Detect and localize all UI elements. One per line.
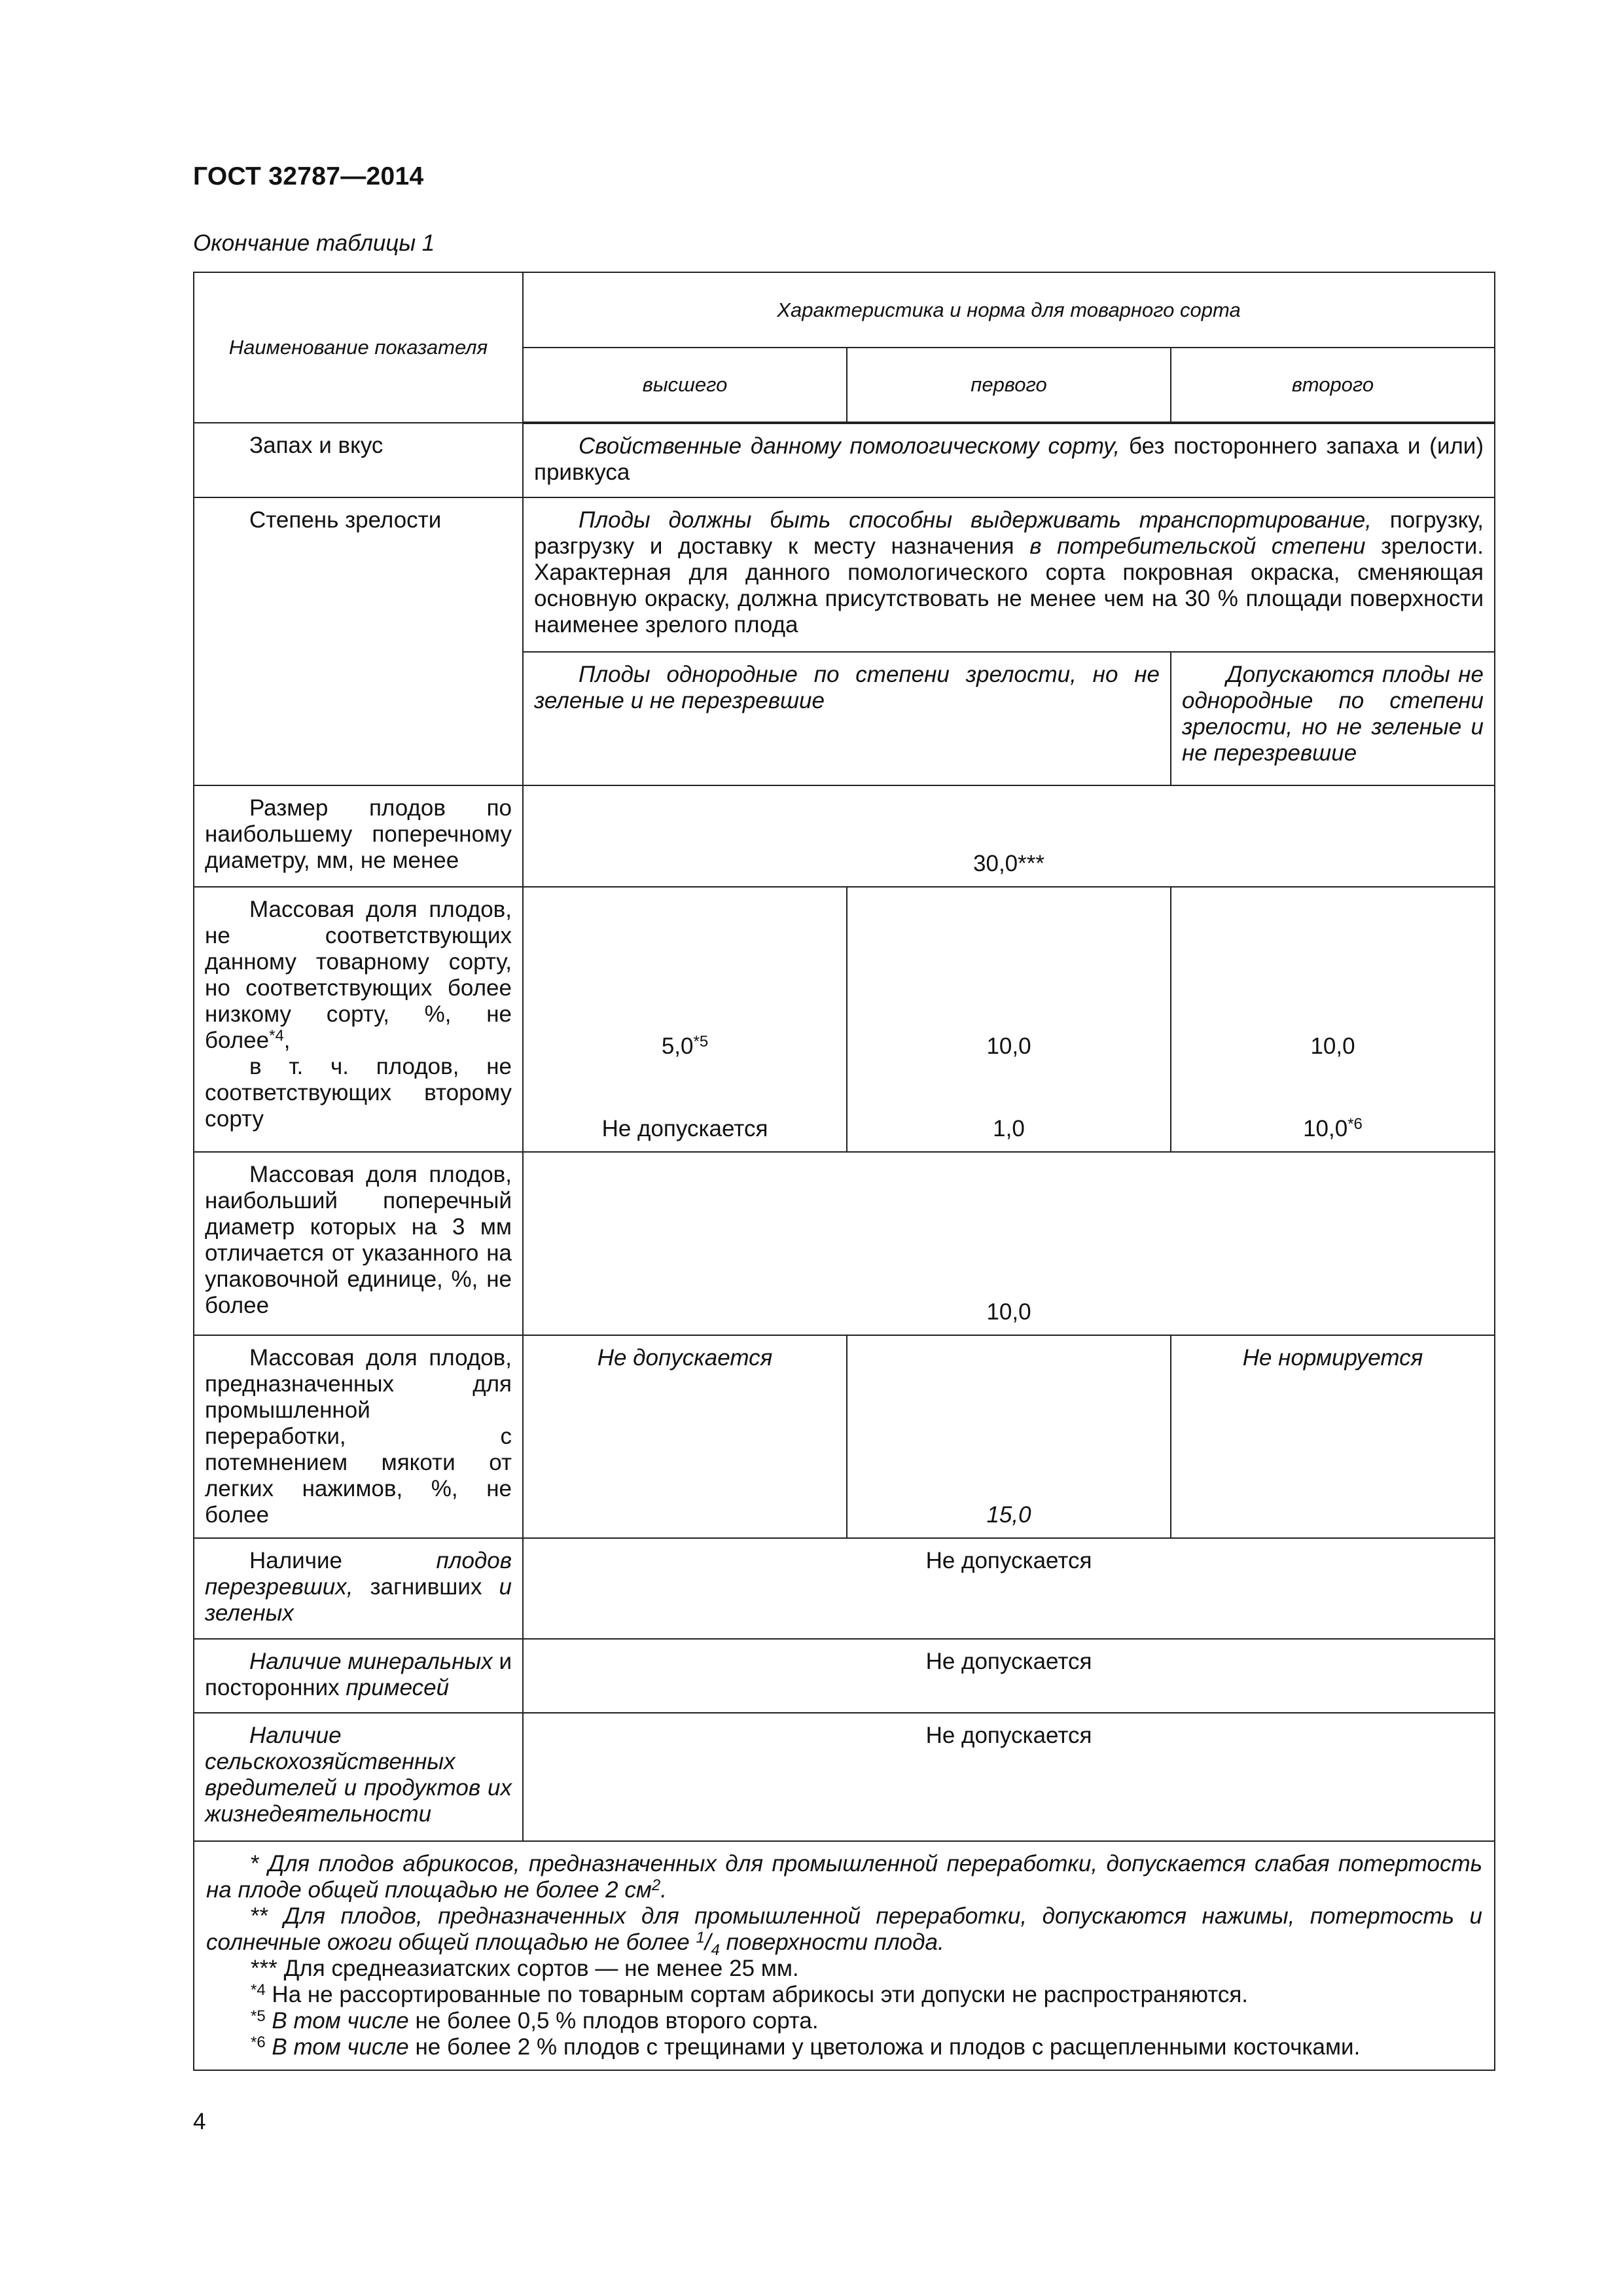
row-value: 10,0 10,0$^{*6}$ (1171, 887, 1495, 1152)
row-name: Наличие плодов перезревших, загнивших и зеленых (194, 1538, 523, 1639)
row-name: Наличие сельскохозяйственных вредителей и продуктов их жизнедеятельности (194, 1713, 523, 1841)
row-value: Свойственные данному помологическому сорту, без постороннего запаха и (или) привкуса (523, 423, 1495, 497)
row-name: Запах и вкус (194, 423, 523, 497)
row-mass-industrial (194, 1335, 1495, 1538)
row-ripeness (194, 497, 1495, 652)
row-pests (194, 1713, 1495, 1841)
footnote-3: *** Для среднеазиатских сортов — не менее 25 мм. (251, 1956, 799, 1981)
footnote-2: ** Для плодов, предназначенных для промышленной переработки, допускаются нажимы, потертость и солнечные ожоги общей площадью не более $^1/_4$ поверхности плода. (206, 1903, 1483, 1959)
table-caption: Окончание таблицы 1 (193, 230, 435, 256)
footnote-1: * Для плодов абрикосов, предназначенных для промышленной переработки, допускается слабая потертость на плоде общей площадью не более 2 $см^2$. (206, 1851, 1483, 1903)
document-number: ГОСТ 32787—2014 (193, 162, 424, 190)
row-value: 5,0$^{*5}$ Не допускается (523, 887, 847, 1152)
row-mass-grade (194, 887, 1495, 1152)
row-value: 15,0 (847, 1335, 1171, 1538)
table-head-row-1 (194, 272, 1495, 348)
footnotes (194, 1841, 1495, 2070)
head-grade-group: Характеристика и норма для товарного сорта (523, 272, 1495, 348)
row-smell-taste (194, 423, 1495, 497)
row-name: Степень зрелости (194, 497, 523, 785)
row-fruit-size (194, 785, 1495, 887)
row-value: Допускаются плоды не однородные по степени зрелости, но не зеленые и не перезревшие (1171, 652, 1495, 785)
footnote-6: $^{*6}$ В том числе не более 2 % плодов с трещинами у цветоложа и плодов с расщепленными косточками. (251, 2034, 1361, 2060)
row-overripe (194, 1538, 1495, 1639)
row-value: Плоды должны быть способны выдерживать транспортирование, погрузку, разгрузку и доставку к месту назначения в потребительской степени зрелости. Характерная для данного помологического сорта покровная окраска, сменяющая основную окраску, должна присутствовать не менее чем на 30 % площади поверхности наименее зрелого плода (523, 497, 1495, 652)
head-grade-premium: высшего (523, 348, 847, 423)
row-value: Не допускается (523, 1713, 1495, 1841)
row-value: Плоды однородные по степени зрелости, но не зеленые и не перезревшие (523, 652, 1171, 785)
head-grade-first: первого (847, 348, 1171, 423)
requirements-table (193, 272, 1495, 2071)
row-value: Не допускается (523, 1335, 847, 1538)
page-number: 4 (193, 2109, 206, 2134)
row-value: Не допускается (523, 1538, 1495, 1639)
row-value: Не допускается (523, 1639, 1495, 1713)
row-value: 10,0 (523, 1152, 1495, 1335)
row-name: Массовая доля плодов, наибольший поперечный диаметр которых на 3 мм отличается от указанного на упаковочной единице, %, не более (194, 1152, 523, 1335)
row-value: 10,0 1,0 (847, 887, 1171, 1152)
row-name: Наличие минеральных и посторонних примесей (194, 1639, 523, 1713)
row-name: Массовая доля плодов, предназначенных для промышленной переработки, с потемнением мякоти от легких нажимов, %, не более (194, 1335, 523, 1538)
row-mineral (194, 1639, 1495, 1713)
footnote-5: $^{*5}$ В том числе не более 0,5 % плодов второго сорта. (251, 2007, 819, 2034)
footnotes-row (194, 1841, 1495, 2070)
row-mass-diameter (194, 1152, 1495, 1335)
footnote-4: $^{*4}$ На не рассортированные по товарным сортам абрикосы эти допуски не распространяются. (251, 1981, 1249, 2007)
row-value: Не нормируется (1171, 1335, 1495, 1538)
head-indicator: Наименование показателя (194, 272, 523, 423)
head-grade-second: второго (1171, 348, 1495, 423)
row-name: Массовая доля плодов, не соответствующих данному товарному сорту, но соответствующих более низкому сорту, %, не более$^{*4}$, в т. ч. плодов, не соответствующих второму сорту (194, 887, 523, 1152)
row-name: Размер плодов по наибольшему поперечному диаметру, мм, не менее (194, 785, 523, 887)
row-value: 30,0*** (523, 785, 1495, 887)
